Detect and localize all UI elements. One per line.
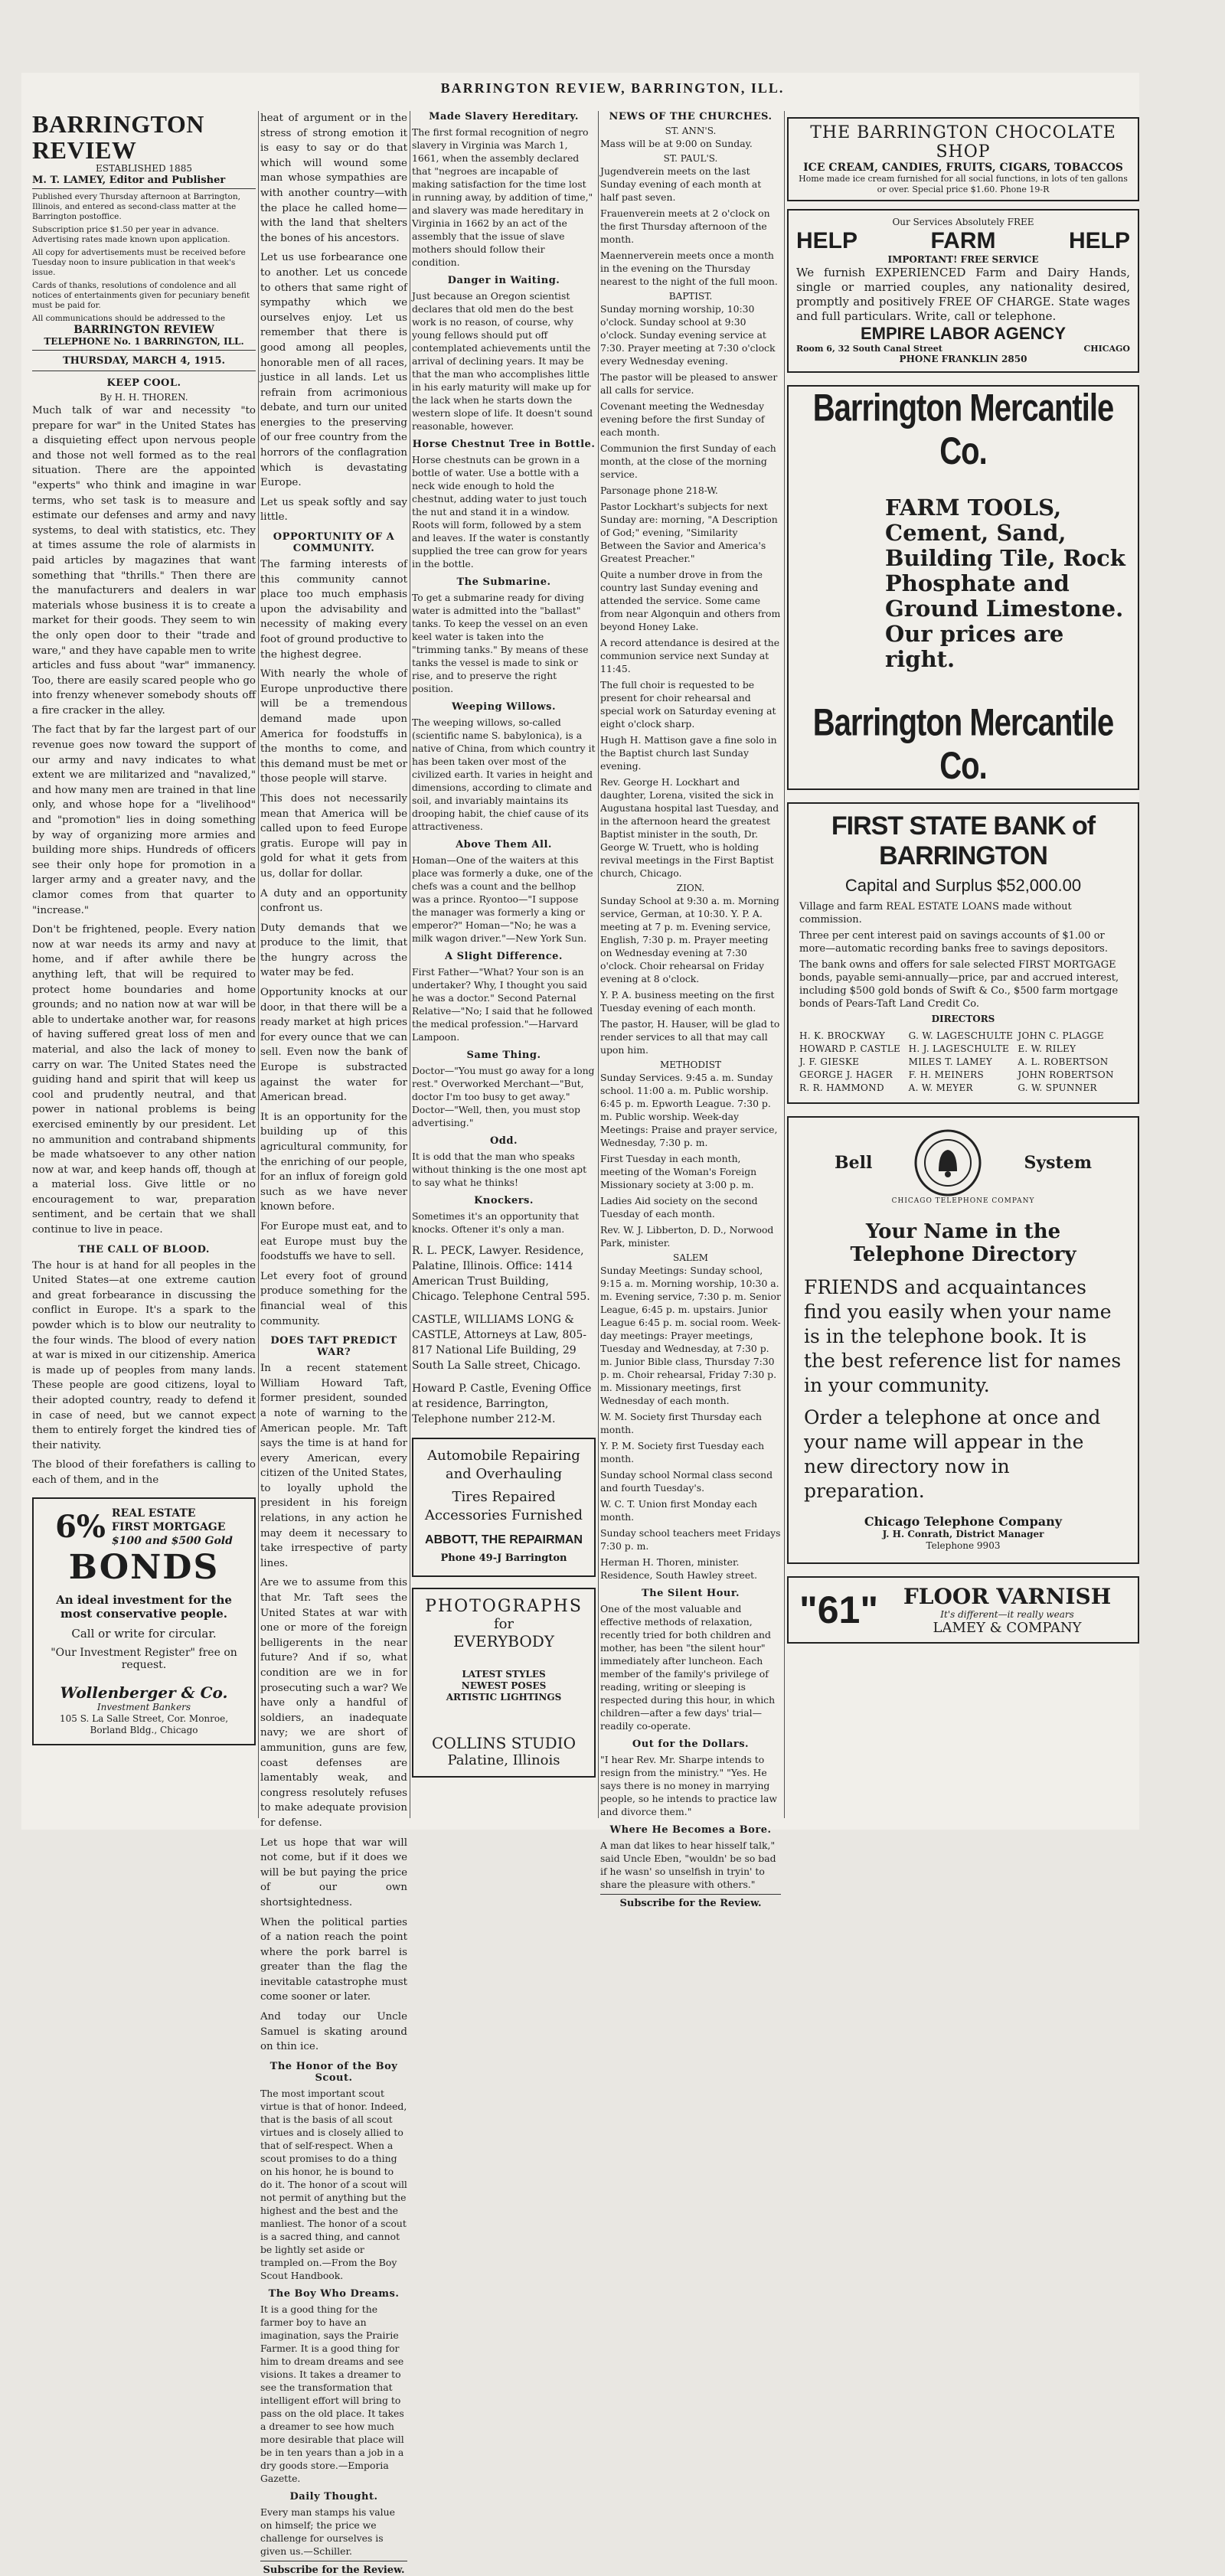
- paragraph: Pastor Lockhart's subjects for next Sunday are: morning, "A Description of God;" evening, "Similarity Between the Savior and America's Greatest Preacher.": [600, 501, 778, 564]
- paragraph: To get a submarine ready for diving water is admitted into the "ballast" tanks. To keep the vessel on an even keel water is taken into the "trimming tanks." By means of these tanks the vessel is made to sink or rise, and to preserve the right position.: [412, 592, 589, 694]
- ad-line: IMPORTANT! FREE SERVICE: [887, 254, 1039, 265]
- notice: All communications should be addressed to the: [32, 314, 226, 323]
- paragraph: The fact that by far the largest part of our revenue goes now toward the support of our army and navy indicates to what extent we are militarized and "navalized," and how many men are trained in that line only, and whose hope for a "livelihood" and "promotion" lies in doing something by way of organizing more armies and building more ships. Hundreds of officers see their only hope for promotion in a larger army and a greater navy, and the clamor comes from that quarter to "increase.": [32, 724, 256, 916]
- headline: A Slight Difference.: [445, 951, 563, 962]
- bank-name: FIRST STATE BANK of BARRINGTON: [831, 811, 1096, 870]
- headline: THE CALL OF BLOOD.: [78, 1243, 210, 1255]
- ad-line: Automobile Repairing and Overhauling: [427, 1448, 580, 1482]
- ad-line: Home made ice cream furnished for all social functions, in lots of ten gallons or over. Special price $1.60. Phone 19-R: [799, 174, 1128, 194]
- headline: The Submarine.: [456, 576, 551, 588]
- paragraph: The farming interests of this community cannot place too much emphasis upon the advisability and necessity of making every foot of ground productive to the highest degree.: [260, 559, 407, 661]
- ad-line: Room 6, 32 South Canal Street: [796, 344, 942, 354]
- paragraph: Communion the first Sunday of each month, at the close of the morning service.: [600, 442, 776, 480]
- paragraph: Sunday morning worship, 10:30 o'clock. Sunday school at 9:30 o'clock. Sunday evening service at 7:30. Prayer meeting at 7:30 o'clock every Wednesday evening.: [600, 303, 776, 367]
- paragraph: Doctor—"You must go away for a long rest." Overworked Merchant—"But, doctor I'm too busy to get away." Doctor—"Well, then, you must stop advertising.": [412, 1065, 595, 1128]
- headline: Daily Thought.: [289, 2490, 378, 2503]
- running-head: BARRINGTON REVIEW, BARRINGTON, ILL.: [440, 80, 785, 96]
- paragraph: The bank owns and offers for sale selected FIRST MORTGAGE bonds, payable semi-annually—price, par and accrued interest, including $500 gold bonds of Swift & Co., $500 farm mortgage bonds of Pears-Taft Land Credit Co.: [799, 959, 1119, 1010]
- ad-line: FIRST MORTGAGE: [111, 1520, 226, 1533]
- paragraph: Quite a number drove in from the country last Sunday evening and attended the service. Some came from near Algonquin and others from beyond Honey Lake.: [600, 569, 781, 632]
- business-card: Howard P. Castle, Evening Office at residence, Barrington, Telephone number 212-M.: [412, 1383, 592, 1425]
- paragraph: The blood of their forefathers is calling to each of them, and in the: [32, 1459, 256, 1486]
- paragraph: Maennerverein meets once a month in the evening on the Thursday nearest to the night of the full moon.: [600, 250, 778, 287]
- ad-heading: Your Name in the: [865, 1220, 1061, 1243]
- ad-line: ABBOTT, THE REPAIRMAN: [425, 1533, 583, 1546]
- headline: Knockers.: [474, 1195, 534, 1206]
- subhead: BAPTIST.: [668, 291, 713, 302]
- masthead: [32, 111, 256, 371]
- ad-line: REAL ESTATE: [111, 1507, 196, 1520]
- address-line: TELEPHONE No. 1 BARRINGTON, ILL.: [32, 336, 256, 351]
- paragraph: Sunday school teachers meet Fridays 7:30 p. m.: [600, 1527, 781, 1552]
- paragraph: "I hear Rev. Mr. Sharpe intends to resign from the ministry." "Yes. He says there is no money in marrying people, so he intends to practice law and divorce them.": [600, 1754, 777, 1817]
- ad-line: Telephone 9903: [926, 1540, 1001, 1551]
- column-rule: [258, 111, 259, 1818]
- headline: Danger in Waiting.: [447, 275, 560, 286]
- paragraph: Let us use forbearance one to another. Let us concede to others that same right of sympathy which we ourselves enjoy. Let us remember that there is good among all peoples, honorable men of all races, justice in all lands. Let us refrain from acrimonious debate, and turn our united energies to the preserving of our free country from the horrors of the conflagration which is devastating Europe.: [260, 252, 407, 489]
- repair-advertisement: [412, 1438, 596, 1577]
- subhead: ST. PAUL'S.: [663, 153, 718, 164]
- ad-line: HELP: [796, 228, 858, 253]
- director: H. J. LAGESCHULTE: [908, 1043, 1010, 1054]
- paragraph: Sunday Services. 9:45 a. m. Sunday school. 11:00 a. m. Public worship. 6:45 p. m. Epworth League. 7:30 p. m. Public worship. Week-day Meetings: Praise and prayer service, Wednesday, 7:30 p. m.: [600, 1072, 778, 1148]
- paragraph: When the political parties of a nation reach the point where the pork barrel is greater than the flag the inevitable catastrophe must come sooner or later.: [260, 1916, 407, 2003]
- photo-advertisement: [412, 1588, 596, 1778]
- paragraph: Ladies Aid society on the second Tuesday of each month.: [600, 1195, 758, 1219]
- firm-name: Wollenberger & Co.: [60, 1683, 228, 1702]
- paragraph: Sunday school Normal class second and fourth Tuesday's.: [600, 1469, 773, 1494]
- paragraph: Frauenverein meets at 2 o'clock on the first Thursday afternoon of the month.: [600, 207, 770, 245]
- varnish-firm: LAMEY & COMPANY: [933, 1620, 1082, 1636]
- paragraph: Opportunity knocks at our door, in that there will be a ready market at high prices for every ounce that we can sell. Even now the bank of Europe is substracted against the water for American bread.: [260, 987, 407, 1104]
- paragraph: The pastor, H. Hauser, will be glad to render services to all that may call upon him.: [600, 1018, 780, 1056]
- established: ESTABLISHED 1885: [96, 163, 192, 174]
- headline: The Boy Who Dreams.: [268, 2287, 400, 2300]
- column-rule: [784, 111, 785, 1818]
- subhead: ST. ANN'S.: [665, 126, 717, 136]
- paragraph: Sometimes it's an opportunity that knocks. Oftener it's only a man.: [412, 1210, 580, 1235]
- headline: Same Thing.: [466, 1050, 541, 1061]
- headline: Above Them All.: [456, 839, 552, 851]
- paragraph: Rev. W. J. Libberton, D. D., Norwood Park, minister.: [600, 1224, 774, 1249]
- paragraph: A record attendance is desired at the communion service next Sunday at 11:45.: [600, 637, 780, 674]
- paragraph: Rev. George H. Lockhart and daughter, Lorena, visited the sick in Augustana hospital last Tuesday, and in the afternoon heard the greatest Baptist minister in the south, Dr. George W. Truett, who is holding revival meetings in the First Baptist church, Chicago.: [600, 776, 779, 879]
- labor-agency-advertisement: [787, 209, 1139, 373]
- paragraph: Much talk of war and necessity "to prepare for war" in the United States has a disquieting effect upon nervous people and those not well formed as to the real situation. There are the appointed "experts" who think and imagine in war terms, who set task is to measure and estimate our defenses and army and navy systems, to deal with statistics, etc. They at times assume the role of alarmists in paid articles by magazines that want something that "thrills." Then there are the manufacturers and dealers in war materials whose business it is to create a market for their goods. They seem to win the only open door to their "trade and ware," and they have capable men to write articles and fuss about "war" immanency. Too, there are easily scared people who go into frenzy whenever somebody shouts off a fire cracker in the alley.: [32, 405, 256, 717]
- paragraph: In a recent statement William Howard Taft, former president, sounded a note of warning to the American people. Mr. Taft says the time is at hand for every American, every citizen of the United States, to loyally uphold the president in his foreign relations, in any action he may deem it necessary to take irrespective of party lines.: [260, 1363, 407, 1569]
- headline: Out for the Dollars.: [632, 1739, 750, 1750]
- paragraph: Are we to assume from this that Mr. Taft sees the United States at war with one or more of the foreign belligerents in the near future? And if so, what condition are we in for prosecuting such a war? We have only a handful of soldiers, an inadequate navy; we are short of ammunition, guns are few, coast defenses are lamentably weak, and congress resolutely refuses to make adequate provision for defense.: [260, 1577, 407, 1829]
- paragraph: Y. P. M. Society first Tuesday each month.: [600, 1440, 765, 1464]
- notice: Cards of thanks, resolutions of condolence and all notices of entertainments given for pecuniary benefit must be paid for.: [32, 281, 250, 310]
- paragraph: The first formal recognition of negro slavery in Virginia was March 1, 1661, when the assembly declared that "negroes are incapable of making satisfaction for the time lost in running away, by addition of time," and slavery was made hereditary in Virginia in 1662 by an act of the assembly that the issue of slave mothers should follow their condition.: [412, 126, 593, 268]
- director: A. W. MEYER: [908, 1082, 973, 1093]
- bank-advertisement: [787, 802, 1139, 1104]
- paragraph: One of the most valuable and effective methods of relaxation, recently tried for both children and mother, has been "the silent hour" immediately after luncheon. Each member of the family's privilege of reading, writing or sleeping is respected during this hour, in which children—after a few days' trial—readily co-operate.: [600, 1603, 776, 1732]
- paragraph: Sunday Meetings: Sunday school, 9:15 a. m. Morning worship, 10:30 a. m. Evening service, 7:30 p. m. Senior League, 6:45 p. m. upstairs. Junior League 6:45 p. m. social room. Week-day meetings: Prayer meetings, Tuesday and Wednesday, at 7:30 p. m. Junior Bible class, Thursday 7:30 p. m. Choir rehearsal, Friday 7:30 p. m. Missionary meetings, first Wednesday of each month.: [600, 1265, 781, 1406]
- paragraph: Herman H. Thoren, minister. Residence, South Hawley street.: [600, 1556, 758, 1581]
- ad-line: J. H. Conrath, District Manager: [882, 1529, 1044, 1539]
- paragraph: The hour is at hand for all peoples in the United States—at one extreme caution and great forbearance in discussing the conflict in Europe. It's a spark to the powder which is to blow our neutrality to the four winds. The blood of every nation at war is mixed in our citizenship. America is made up of peoples from many lands. These people are good citizens, loyal to their adopted country, ready to defend it in case of need, but we cannot expect them to entirely forget the kindred ties of their nativity.: [32, 1259, 256, 1451]
- subhead: METHODIST: [660, 1059, 721, 1070]
- ad-line: Bell: [835, 1153, 873, 1173]
- ad-line: NEWEST POSES: [461, 1680, 547, 1691]
- paragraph: The pastor will be pleased to answer all calls for service.: [600, 371, 778, 396]
- paragraph: First Tuesday in each month, meeting of the Woman's Foreign Missionary society at 3:00 p. m.: [600, 1153, 757, 1190]
- rate: 6%: [55, 1509, 106, 1546]
- subhead: SALEM: [673, 1252, 708, 1263]
- mercantile-name: Barrington Mercantile Co.: [812, 701, 1114, 787]
- paragraph: First Father—"What? Your son is an undertaker? Why, I thought you said he was a doctor." Second Paternal Relative—"No; I said that he followed the medical profession."—Harvard Lampoon.: [412, 966, 593, 1043]
- firm-sub: Investment Bankers: [96, 1701, 191, 1712]
- business-card: R. L. PECK, Lawyer. Residence, Palatine, Illinois. Office: 1414 American Trust Building, Chicago. Telephone Central 595.: [412, 1245, 590, 1303]
- paragraph: It is an opportunity for the building up of this agricultural community, for the enriching of our people, for an influx of foreign gold such as we have never known before.: [260, 1111, 407, 1213]
- ad-line: for: [493, 1616, 514, 1632]
- subhead: ZION.: [676, 883, 705, 893]
- ad-line: Phone 49-J Barrington: [440, 1552, 567, 1564]
- mercantile-advertisement: [787, 385, 1139, 790]
- director: H. K. BROCKWAY: [799, 1030, 886, 1041]
- paragraph: Y. P. A. business meeting on the first Tuesday evening of each month.: [600, 989, 775, 1014]
- paragraph: Don't be frightened, people. Every nation now at war needs its army and navy at home, and if after awhile there be anything left, that will be required to protect home boundaries and home grounds; and no nation now at war will be able to undertake another war, for reasons of having suffered great loss of men and material, and also the lack of money to carry on war. The United States need the guiding hand and spirit that will keep us cool and prudently neutral, and that power in national problems is being exercised eminently by our president. Let no ammunition and contraband shipments be made whatsoever to any other nation now at war, and keep hands off, though at a material loss. Give little or no encouragement to war, preparation sentiment, and be certain that we shall continue to live in peace.: [32, 924, 256, 1236]
- notice: All copy for advertisements must be received before Tuesday noon to insure publication in that week's issue.: [32, 248, 246, 277]
- ad-heading: Telephone Directory: [850, 1243, 1076, 1266]
- ad-paragraph: FRIENDS and acquaintances find you easily when your name is in the telephone book. It is the best reference list for names in your community.: [804, 1276, 1122, 1396]
- firm-address: 105 S. La Salle Street, Cor. Monroe, Borland Bldg., Chicago: [59, 1712, 229, 1735]
- director: R. R. HAMMOND: [799, 1082, 884, 1093]
- ad-line: Chicago Telephone Company: [864, 1514, 1063, 1529]
- notice: Published every Thursday afternoon at Barrington, Illinois, and entered as second-class matter at the Barrington postoffice.: [32, 192, 240, 221]
- paragraph: Covenant meeting the Wednesday evening before the first Sunday of each month.: [600, 400, 765, 438]
- paragraph: Homan—One of the waiters at this place was formerly a duke, one of the chefs was a count and the bellhop was a prince. Ryontoo—"I suppose the manager was formerly a king or emperor?" Homan—"No; he was a milk wagon driver."—New York Sun.: [412, 854, 593, 944]
- ad-line: $100 and $500 Gold: [111, 1534, 233, 1547]
- paragraph: A duty and an opportunity confront us.: [260, 887, 407, 915]
- paragraph: For Europe must eat, and to eat Europe must buy the foodstuffs we have to sell.: [260, 1220, 407, 1263]
- headline: DOES TAFT PREDICT WAR?: [270, 1335, 397, 1359]
- editor-line: M. T. LAMEY, Editor and Publisher: [32, 175, 256, 189]
- varnish-advertisement: [787, 1576, 1139, 1644]
- paragraph: With nearly the whole of Europe unproductive there will be a tremendous demand made upon America for foodstuffs in the months to come, and this demand must be met or those people will starve.: [260, 668, 407, 785]
- column-2: [260, 111, 407, 2576]
- paragraph: The weeping willows, so-called (scientific name S. babylonica), is a native of China, from which country it has been taken over most of the civilized earth. It varies in height and dimensions, according to climate and soil, and invariably maintains its drooping habit, the chief cause of its attractiveness.: [412, 717, 596, 832]
- bell-logo-icon: [913, 1128, 982, 1197]
- director: G. W. SPUNNER: [1018, 1082, 1097, 1093]
- headline: Horse Chestnut Tree in Bottle.: [412, 439, 596, 450]
- director: E. W. RILEY: [1018, 1043, 1076, 1054]
- paragraph: The full choir is requested to be present for choir rehearsal and special work on Saturday evening at eight o'clock sharp.: [600, 679, 776, 730]
- bank-capital: Capital and Surplus $52,000.00: [844, 876, 1082, 895]
- bonds-title: BONDS: [68, 1547, 220, 1587]
- headline: Where He Becomes a Bore.: [609, 1824, 772, 1836]
- ad-line: We furnish EXPERIENCED Farm and Dairy Hands, single or married couples, any nationality desired, promptly and positively FREE OF CHARGE. State wages and full particulars. Write, call or telephone.: [796, 266, 1130, 323]
- paragraph: It is odd that the man who speaks without thinking is the one most apt to say what he thinks!: [412, 1151, 587, 1188]
- headline: Made Slavery Hereditary.: [429, 111, 579, 122]
- paragraph: Sunday School at 9:30 a. m. Morning service, German, at 10:30. Y. P. A. meeting at 7 p. m. Evening service, English, 7:30 p. m. Prayer meeting on Wednesday evening at 7:30 o'clock. Choir rehearsal on Friday evening at 8 o'clock.: [600, 895, 779, 984]
- director: F. H. MEINERS: [908, 1069, 985, 1080]
- varnish-number: "61": [799, 1588, 879, 1631]
- ad-line: An ideal investment for the most conservative people.: [56, 1592, 232, 1621]
- paragraph: Mass will be at 9:00 on Sunday.: [600, 138, 753, 149]
- mercantile-name: Barrington Mercantile Co.: [812, 387, 1114, 472]
- director: G. W. LAGESCHULTE: [908, 1030, 1014, 1041]
- paragraph: Parsonage phone 218-W.: [600, 485, 718, 496]
- headline: The Silent Hour.: [641, 1588, 740, 1599]
- headline: Odd.: [489, 1135, 518, 1147]
- paragraph: Let us hope that war will not come, but if it does we will be but paying the price of our own shortsightedness.: [260, 1837, 407, 1908]
- ad-line: FARM: [930, 228, 996, 253]
- masthead-title: BARRINGTON REVIEW: [32, 110, 204, 164]
- directors-grid: [799, 1030, 1127, 1095]
- ad-line: PHONE FRANKLIN 2850: [899, 354, 1027, 364]
- notice: Subscription price $1.50 per year in advance. Advertising rates made known upon application.: [32, 225, 230, 244]
- issue-date: THURSDAY, MARCH 4, 1915.: [32, 355, 256, 371]
- director: J. F. GIESKE: [799, 1056, 860, 1067]
- paragraph: This does not necessarily mean that America will be called upon to feed Europe gratis. Europe will pay in gold for what it gets from us, dollar for dollar.: [260, 792, 407, 880]
- ad-line: System: [1024, 1153, 1092, 1173]
- paragraph: Hugh H. Mattison gave a fine solo in the Baptist church last Sunday evening.: [600, 734, 777, 772]
- ad-line: ICE CREAM, CANDIES, FRUITS, CIGARS, TOBACCOS: [803, 162, 1123, 174]
- director: HOWARD P. CASTLE: [799, 1043, 901, 1054]
- paragraph: Village and farm REAL ESTATE LOANS made without commission.: [799, 901, 1072, 926]
- ad-line: Accessories Furnished: [424, 1507, 583, 1523]
- director: GEORGE J. HAGER: [799, 1069, 893, 1080]
- chocolate-shop-advertisement: [787, 117, 1139, 201]
- bonds-advertisement: [32, 1497, 256, 1745]
- paragraph: Horse chestnuts can be grown in a bottle of water. Use a bottle with a neck wide enough to hold the chestnut, adding water to just touch the nut and stand it in a window. Roots will form, followed by a stem and leaves. If the water is constantly supplied the tree can grow for years in the bottle.: [412, 454, 590, 570]
- ad-line: Our Services Absolutely FREE: [892, 217, 1034, 227]
- ad-line: HELP: [1068, 228, 1130, 253]
- business-card: CASTLE, WILLIAMS LONG & CASTLE, Attorneys at Law, 805-817 National Life Building, 29 South La Salle street, Chicago.: [412, 1314, 586, 1372]
- column-5: [787, 111, 1139, 1826]
- paragraph: Every man stamps his value on himself; the price we challenge for ourselves is given us.—Schiller.: [260, 2506, 395, 2557]
- director: JOHN ROBERTSON: [1018, 1069, 1114, 1080]
- paragraph: And today our Uncle Samuel is skating around on thin ice.: [260, 2011, 407, 2053]
- paragraph: Just because an Oregon scientist declares that old men do the best work is no reason, of course, why young fellows should put off contemplated achievements until the arrival of declining years. It may be that the man who accomplishes little in his early maturity will make up for the lack when he starts down the western slope of life. It doesn't sound reasonable, however.: [412, 290, 593, 432]
- paragraph: W. C. T. Union first Monday each month.: [600, 1498, 757, 1523]
- telephone-advertisement: [787, 1116, 1139, 1564]
- ad-line: "Our Investment Register" free on request.: [51, 1646, 237, 1671]
- ad-line: Tires Repaired: [452, 1489, 556, 1505]
- ad-title: THE BARRINGTON CHOCOLATE SHOP: [810, 123, 1116, 162]
- paragraph: Let us speak softly and say little.: [260, 496, 407, 524]
- headline: OPPORTUNITY OF A COMMUNITY.: [273, 531, 395, 555]
- address-name: BARRINGTON REVIEW: [74, 324, 214, 336]
- headline: The Honor of the Boy Scout.: [270, 2060, 398, 2084]
- ad-line: PHOTOGRAPHS: [425, 1597, 583, 1616]
- ad-line: LATEST STYLES: [462, 1669, 546, 1680]
- paragraph: Duty demands that we produce to the limit, that the hungry across the water may be fed.: [260, 922, 407, 979]
- paragraph: W. M. Society first Thursday each month.: [600, 1411, 762, 1435]
- logo-text: CHICAGO TELEPHONE COMPANY: [891, 1197, 1035, 1205]
- headline: Weeping Willows.: [451, 701, 557, 713]
- ad-line: Call or write for circular.: [71, 1626, 217, 1641]
- paragraph: Jugendverein meets on the last Sunday evening of each month at half past seven.: [600, 165, 762, 203]
- column-rule: [598, 111, 599, 1818]
- column-4: [600, 111, 781, 1909]
- ad-line: COLLINS STUDIO: [432, 1734, 576, 1752]
- mercantile-goods: FARM TOOLS, Cement, Sand, Building Tile, Rock Phosphate and Ground Limestone. Our prices are right.: [885, 495, 1125, 672]
- headline: KEEP COOL.: [106, 377, 181, 389]
- ad-paragraph: Order a telephone at once and your name will appear in the new directory now in preparation.: [804, 1406, 1101, 1502]
- director: A. L. ROBERTSON: [1018, 1056, 1109, 1067]
- directors-label: DIRECTORS: [931, 1014, 995, 1024]
- director: MILES T. LAMEY: [908, 1056, 993, 1067]
- agency-name: EMPIRE LABOR AGENCY: [860, 324, 1067, 343]
- paragraph: A man dat likes to hear hisself talk," said Uncle Eben, "wouldn' be so bad if he wasn' so unselfish in tryin' to share the pleasure with others.": [600, 1840, 776, 1890]
- paragraph: It is a good thing for the farmer boy to have an imagination, says the Prairie Farmer. It is a good thing for him to dream dreams and see visions. It takes a dreamer to see the transformation that intelligent effort will bring to pass on the old place. It takes a dreamer to see how much more desirable that place will be in ten years than a job in a dry goods store.—Emporia Gazette.: [260, 2303, 404, 2484]
- column-1: [32, 111, 256, 1826]
- subscribe-line: Subscribe for the Review.: [260, 2561, 407, 2576]
- paragraph: Three per cent interest paid on savings accounts of $1.00 or more—automatic recording banks free to savings depositors.: [799, 930, 1108, 955]
- varnish-title: FLOOR VARNISH: [903, 1584, 1112, 1609]
- ad-line: ARTISTIC LIGHTINGS: [446, 1692, 562, 1703]
- ad-line: EVERYBODY: [453, 1632, 554, 1650]
- subscribe-line: Subscribe for the Review.: [600, 1894, 781, 1909]
- paragraph: heat of argument or in the stress of strong emotion it is easy to say or do that which will wound some man whose sympathies are with another country—with the place he called home—with the land that shelters the bones of his ancestors.: [260, 113, 407, 244]
- ad-line: CHICAGO: [1083, 344, 1130, 354]
- varnish-tagline: It's different—it really wears: [940, 1609, 1074, 1620]
- byline: By H. H. THOREN.: [100, 392, 188, 403]
- headline: NEWS OF THE CHURCHES.: [609, 111, 773, 122]
- director: JOHN C. PLAGGE: [1018, 1030, 1104, 1041]
- paragraph: The most important scout virtue is that of honor. Indeed, that is the basis of all scout virtues and is closely allied to that of self-respect. When a scout promises to do a thing on his honor, he is bound to do it. The honor of a scout will not permit of anything but the highest and the best and the manliest. The honor of a scout is a sacred thing, and cannot be lightly set aside or trampled on.—From the Boy Scout Handbook.: [260, 2087, 407, 2281]
- ad-line: Palatine, Illinois: [447, 1752, 560, 1768]
- column-3: [412, 111, 596, 1826]
- paragraph: Let every foot of ground produce something for the financial weal of this community.: [260, 1270, 407, 1327]
